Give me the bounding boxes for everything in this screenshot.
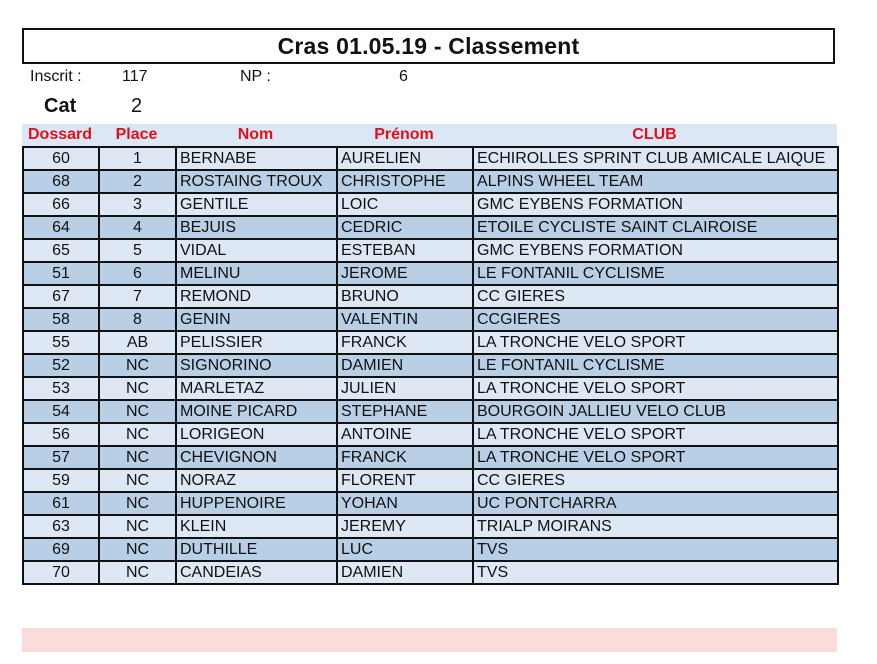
page-title: Cras 01.05.19 - Classement (22, 28, 835, 64)
dossard-cell: 69 (23, 538, 99, 561)
table-row (23, 469, 838, 492)
club-cell: BOURGOIN JALLIEU VELO CLUB (473, 400, 838, 423)
dossard-cell: 52 (23, 354, 99, 377)
nom-cell: VIDAL (176, 239, 337, 262)
table-row (23, 515, 838, 538)
table-row (23, 354, 838, 377)
table-row (23, 446, 838, 469)
club-cell: CC GIERES (473, 469, 838, 492)
table-row (23, 285, 838, 308)
prenom-cell: LOIC (337, 193, 473, 216)
prenom-cell: FRANCK (337, 446, 473, 469)
nom-cell: LORIGEON (176, 423, 337, 446)
nom-cell: MELINU (176, 262, 337, 285)
dossard-cell: 61 (23, 492, 99, 515)
dossard-cell: 55 (23, 331, 99, 354)
nom-cell: HUPPENOIRE (176, 492, 337, 515)
place-cell: 3 (99, 193, 176, 216)
inscrit-value: 117 (122, 68, 148, 85)
club-cell: ALPINS WHEEL TEAM (473, 170, 838, 193)
club-cell: ETOILE CYCLISTE SAINT CLAIROISE (473, 216, 838, 239)
table-header (22, 124, 837, 146)
club-cell: LA TRONCHE VELO SPORT (473, 377, 838, 400)
dossard-cell: 53 (23, 377, 99, 400)
club-cell: GMC EYBENS FORMATION (473, 239, 838, 262)
prenom-cell: CHRISTOPHE (337, 170, 473, 193)
prenom-cell: JEREMY (337, 515, 473, 538)
club-cell: LE FONTANIL CYCLISME (473, 354, 838, 377)
nom-cell: DUTHILLE (176, 538, 337, 561)
nom-cell: BEJUIS (176, 216, 337, 239)
header-place: Place (115, 126, 158, 143)
prenom-cell: VALENTIN (337, 308, 473, 331)
prenom-cell: DAMIEN (337, 561, 473, 584)
nom-cell: SIGNORINO (176, 354, 337, 377)
prenom-cell: ESTEBAN (337, 239, 473, 262)
nom-cell: CANDEIAS (176, 561, 337, 584)
club-cell: TVS (473, 538, 838, 561)
cat-label: Cat (44, 95, 77, 117)
dossard-cell: 70 (23, 561, 99, 584)
prenom-cell: JEROME (337, 262, 473, 285)
club-cell: UC PONTCHARRA (473, 492, 838, 515)
inscrit-label: Inscrit : (30, 68, 82, 85)
place-cell: 2 (99, 170, 176, 193)
prenom-cell: LUC (337, 538, 473, 561)
dossard-cell: 51 (23, 262, 99, 285)
place-cell: NC (99, 377, 176, 400)
table-row (23, 331, 838, 354)
prenom-cell: JULIEN (337, 377, 473, 400)
np-label: NP : (240, 68, 271, 85)
prenom-cell: DAMIEN (337, 354, 473, 377)
dossard-cell: 66 (23, 193, 99, 216)
nom-cell: NORAZ (176, 469, 337, 492)
results-body (23, 147, 838, 584)
prenom-cell: YOHAN (337, 492, 473, 515)
results-table (22, 146, 839, 585)
club-cell: GMC EYBENS FORMATION (473, 193, 838, 216)
nom-cell: KLEIN (176, 515, 337, 538)
header-club: CLUB (632, 126, 677, 143)
prenom-cell: CEDRIC (337, 216, 473, 239)
club-cell: LA TRONCHE VELO SPORT (473, 423, 838, 446)
place-cell: NC (99, 469, 176, 492)
dossard-cell: 63 (23, 515, 99, 538)
place-cell: 8 (99, 308, 176, 331)
table-row (23, 308, 838, 331)
club-cell: TVS (473, 561, 838, 584)
place-cell: NC (99, 561, 176, 584)
nom-cell: GENIN (176, 308, 337, 331)
dossard-cell: 57 (23, 446, 99, 469)
header-nom: Nom (237, 126, 274, 143)
dossard-cell: 56 (23, 423, 99, 446)
nom-cell: BERNABE (176, 147, 337, 170)
nom-cell: ROSTAING TROUX (176, 170, 337, 193)
nom-cell: MARLETAZ (176, 377, 337, 400)
club-cell: LE FONTANIL CYCLISME (473, 262, 838, 285)
nom-cell: PELISSIER (176, 331, 337, 354)
place-cell: NC (99, 492, 176, 515)
table-row (23, 193, 838, 216)
dossard-cell: 65 (23, 239, 99, 262)
place-cell: NC (99, 538, 176, 561)
prenom-cell: FRANCK (337, 331, 473, 354)
dossard-cell: 54 (23, 400, 99, 423)
header-prenom: Prénom (374, 126, 434, 143)
prenom-cell: AURELIEN (337, 147, 473, 170)
dossard-cell: 59 (23, 469, 99, 492)
nom-cell: CHEVIGNON (176, 446, 337, 469)
place-cell: 1 (99, 147, 176, 170)
prenom-cell: STEPHANE (337, 400, 473, 423)
prenom-cell: FLORENT (337, 469, 473, 492)
nom-cell: REMOND (176, 285, 337, 308)
table-row (23, 262, 838, 285)
nom-cell: GENTILE (176, 193, 337, 216)
footer-band (22, 628, 837, 652)
place-cell: 6 (99, 262, 176, 285)
place-cell: NC (99, 400, 176, 423)
club-cell: LA TRONCHE VELO SPORT (473, 446, 838, 469)
club-cell: CC GIERES (473, 285, 838, 308)
dossard-cell: 58 (23, 308, 99, 331)
place-cell: NC (99, 515, 176, 538)
header-dossard: Dossard (27, 126, 93, 143)
place-cell: NC (99, 446, 176, 469)
dossard-cell: 67 (23, 285, 99, 308)
table-row (23, 216, 838, 239)
nom-cell: MOINE PICARD (176, 400, 337, 423)
club-cell: LA TRONCHE VELO SPORT (473, 331, 838, 354)
table-row (23, 538, 838, 561)
np-value: 6 (399, 68, 408, 85)
cat-value: 2 (131, 95, 143, 117)
place-cell: 4 (99, 216, 176, 239)
table-row (23, 239, 838, 262)
table-row (23, 147, 838, 170)
dossard-cell: 64 (23, 216, 99, 239)
club-cell: ECHIROLLES SPRINT CLUB AMICALE LAIQUE (473, 147, 838, 170)
place-cell: NC (99, 423, 176, 446)
club-cell: TRIALP MOIRANS (473, 515, 838, 538)
table-row (23, 423, 838, 446)
dossard-cell: 60 (23, 147, 99, 170)
place-cell: 7 (99, 285, 176, 308)
table-row (23, 561, 838, 584)
prenom-cell: BRUNO (337, 285, 473, 308)
place-cell: AB (99, 331, 176, 354)
table-row (23, 400, 838, 423)
club-cell: CCGIERES (473, 308, 838, 331)
table-row (23, 492, 838, 515)
place-cell: 5 (99, 239, 176, 262)
prenom-cell: ANTOINE (337, 423, 473, 446)
table-row (23, 377, 838, 400)
place-cell: NC (99, 354, 176, 377)
dossard-cell: 68 (23, 170, 99, 193)
table-row (23, 170, 838, 193)
